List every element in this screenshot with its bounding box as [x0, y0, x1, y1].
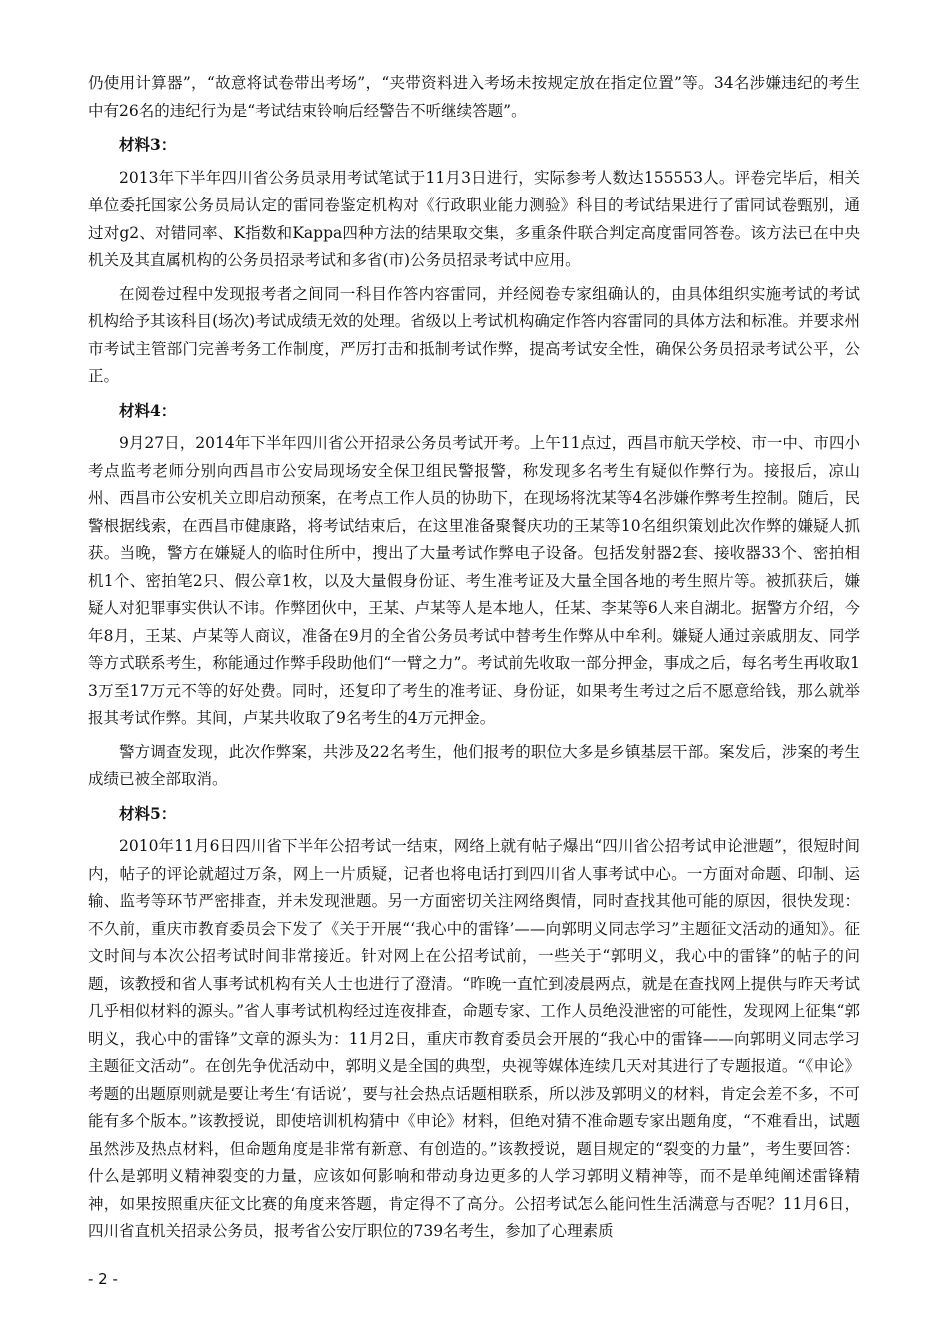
intro-paragraph: 仍使用计算器”，“故意将试卷带出考场”，“夹带资料进入考场未按规定放在指定位置”等。34名涉嫌违纪的考生中有26名的违纪行为是“考试结束铃响后经警告不听继续答题”。	[88, 74, 860, 120]
material-5-heading: 材料5：	[119, 803, 177, 823]
material-4-paragraph-2: 警方调查发现，此次作弊案，共涉及22名考生，他们报考的职位大多是乡镇基层干部。案发后，涉案的考生成绩已被全部取消。	[88, 742, 860, 788]
document-page	[88, 70, 860, 1252]
page-number: - 2 -	[88, 1270, 118, 1288]
material-4-paragraph-1: 9月27日，2014年下半年四川省公开招录公务员考试开考。上午11点过，西昌市航天学校、市一中、市四小考点监考老师分别向西昌市公安局现场安全保卫组民警报警，称发现多名考生有疑似作弊行为。接报后，凉山州、西昌市公安机关立即启动预案，在考点工作人员的协助下，在现场将沈某等4名涉嫌作弊考生控制。随后，民警根据线索，在西昌市健康路，将考试结束后，在这里准备聚餐庆功的王某等10名组织策划此次作弊的嫌疑人抓获。当晚，警方在嫌疑人的临时住所中，搜出了大量考试作弊电子设备。包括发射器2套、接收器33个、密拍相机1个、密拍笔2只、假公章1枚，以及大量假身份证、考生准考证及大量全国各地的考生照片等。被抓获后，嫌疑人对犯罪事实供认不讳。作弊团伙中，王某、卢某等人是本地人，任某、李某等6人来自湖北。据警方介绍，今年8月，王某、卢某等人商议，准备在9月的全省公务员考试中替考生作弊从中牟利。嫌疑人通过亲戚朋友、同学等方式联系考生，称能通过作弊手段助他们“一臂之力”。考试前先收取一部分押金，事成之后，每名考生再收取13万至17万元不等的好处费。同时，还复印了考生的准考证、身份证，如果考生考过之后不愿意给钱，那么就举报其考试作弊。其间，卢某共收取了9名考生的4万元押金。	[88, 434, 860, 727]
material-3-paragraph-2: 在阅卷过程中发现报考者之间同一科目作答内容雷同，并经阅卷专家组确认的，由具体组织实施考试的考试机构给予其该科目(场次)考试成绩无效的处理。省级以上考试机构确定作答内容雷同的具体方法和标准。并要求州市考试主管部门完善考务工作制度，严厉打击和抵制考试作弊，提高考试安全性，确保公务员招录考试公平，公正。	[88, 284, 860, 385]
material-3-heading: 材料3：	[119, 135, 177, 154]
material-3-paragraph-1: 2013年下半年四川省公务员录用考试笔试于11月3日进行，实际参考人数达155553人。评卷完毕后，相关单位委托国家公务员局认定的雷同卷鉴定机构对《行政职业能力测验》科目的考试结果进行了雷同试卷甄别，通过对g2、对错同率、K指数和Kappa四种方法的结果取交集，多重条件联合判定高度雷同答卷。该方法已在中央机关及其直属机构的公务员招录考试和多省(市)公务员招录考试中应用。	[88, 168, 860, 269]
material-5-paragraph-1: 2010年11月6日四川省下半年公招考试一结束，网络上就有帖子爆出“四川省公招考试申论泄题”，很短时间内，帖子的评论就超过万条，网上一片质疑，记者也将电话打到四川省人事考试中心。一方面对命题、印制、运输、监考等环节严密排查，并未发现泄题。另一方面密切关注网络舆情，同时查找其他可能的原因，很快发现：不久前，重庆市教育委员会下发了《关于开展“‘我心中的雷锋’——向郭明义同志学习”主题征文活动的通知》。征文时间与本次公招考试时间非常接近。针对网上在公招考试前，一些关于“郭明义，我心中的雷锋”的帖子的问题，该教授和省人事考试机构有关人士也进行了澄清。“昨晚一直忙到凌晨两点，就是在查找网上提供与昨天考试几乎相似材料的源头。”省人事考试机构经过连夜排查，命题专家、工作人员绝没泄密的可能性，发现网上征集“郭明义，我心中的雷锋”文章的源头为：11月2日，重庆市教育委员会开展的“我心中的雷锋——向郭明义同志学习主题征文活动”。在创先争优活动中，郭明义是全国的典型，央视等媒体连续几天对其进行了专题报道。“《申论》考题的出题原则就是要让考生‘有话说’，要与社会热点话题相联系，所以涉及郭明义的材料，肯定会差不多，不可能有多个版本。”该教授说，即使培训机构猜中《申论》材料，但绝对猜不准命题专家出题角度，“不难看出，试题虽然涉及热点材料，但命题角度是非常有新意、有创造的。”该教授说，题目规定的“裂变的力量”，考生要回答：什么是郭明义精神裂变的力量，应该如何影响和带动身边更多的人学习郭明义精神等，而不是单纯阐述雷锋精神，如果按照重庆征文比赛的角度来答题，肯定得不了高分。公招考试怎么能问性生活满意与否呢？11月6日，四川省直机关招录公务员，报考省公安厅职位的739名考生，参加了心理素质	[88, 837, 860, 1240]
material-4-heading: 材料4：	[119, 400, 177, 420]
